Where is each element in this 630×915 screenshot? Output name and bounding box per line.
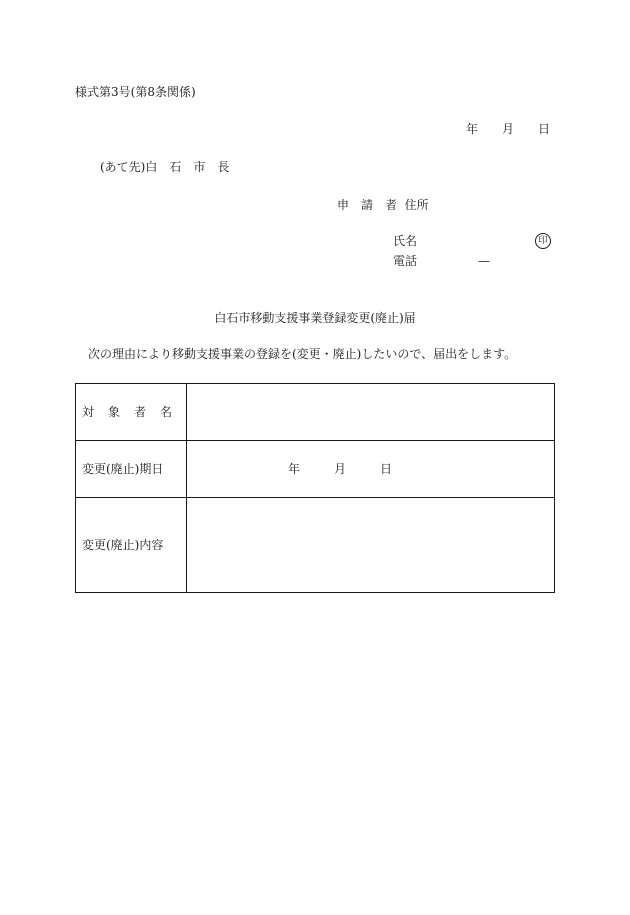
name-label: 氏名 [393, 234, 418, 248]
phone-dash: — [478, 254, 490, 268]
target-person-value[interactable] [187, 384, 555, 441]
target-person-label: 対象者名 [82, 405, 187, 419]
row-label-change-content [76, 498, 187, 593]
table-row [76, 384, 555, 441]
detail-table [75, 383, 555, 593]
addressee: (あて先)白 石 市 長 [100, 160, 230, 174]
change-date-label: 変更(廃止)期日 [82, 462, 164, 476]
table-row [76, 441, 555, 498]
table-row [76, 498, 555, 593]
document-title: 白石市移動支援事業登録変更(廃止)届 [214, 311, 416, 325]
form-number: 様式第3号(第8条関係) [75, 85, 196, 99]
row-label-change-date [76, 441, 187, 498]
change-date-value[interactable] [187, 441, 555, 498]
change-date-day: 日 [380, 462, 393, 476]
change-content-label: 変更(廃止)内容 [82, 538, 164, 552]
row-label-target-person [76, 384, 187, 441]
applicant-label: 申 請 者 [337, 198, 398, 212]
date-day: 日 [538, 122, 551, 136]
change-content-value[interactable] [187, 498, 555, 593]
intro-text: 次の理由により移動支援事業の登録を(変更・廃止)したいので、届出をします。 [88, 347, 517, 361]
change-date-year: 年 [288, 462, 301, 476]
applicant-address-line [337, 199, 429, 211]
change-date-month: 月 [334, 462, 347, 476]
address-label: 住所 [404, 198, 429, 212]
phone-label: 電話 [393, 254, 418, 268]
date-line [466, 123, 550, 135]
seal-icon: 印 [535, 233, 551, 249]
change-date-parts [187, 463, 554, 475]
date-month: 月 [502, 122, 515, 136]
date-year: 年 [466, 122, 479, 136]
